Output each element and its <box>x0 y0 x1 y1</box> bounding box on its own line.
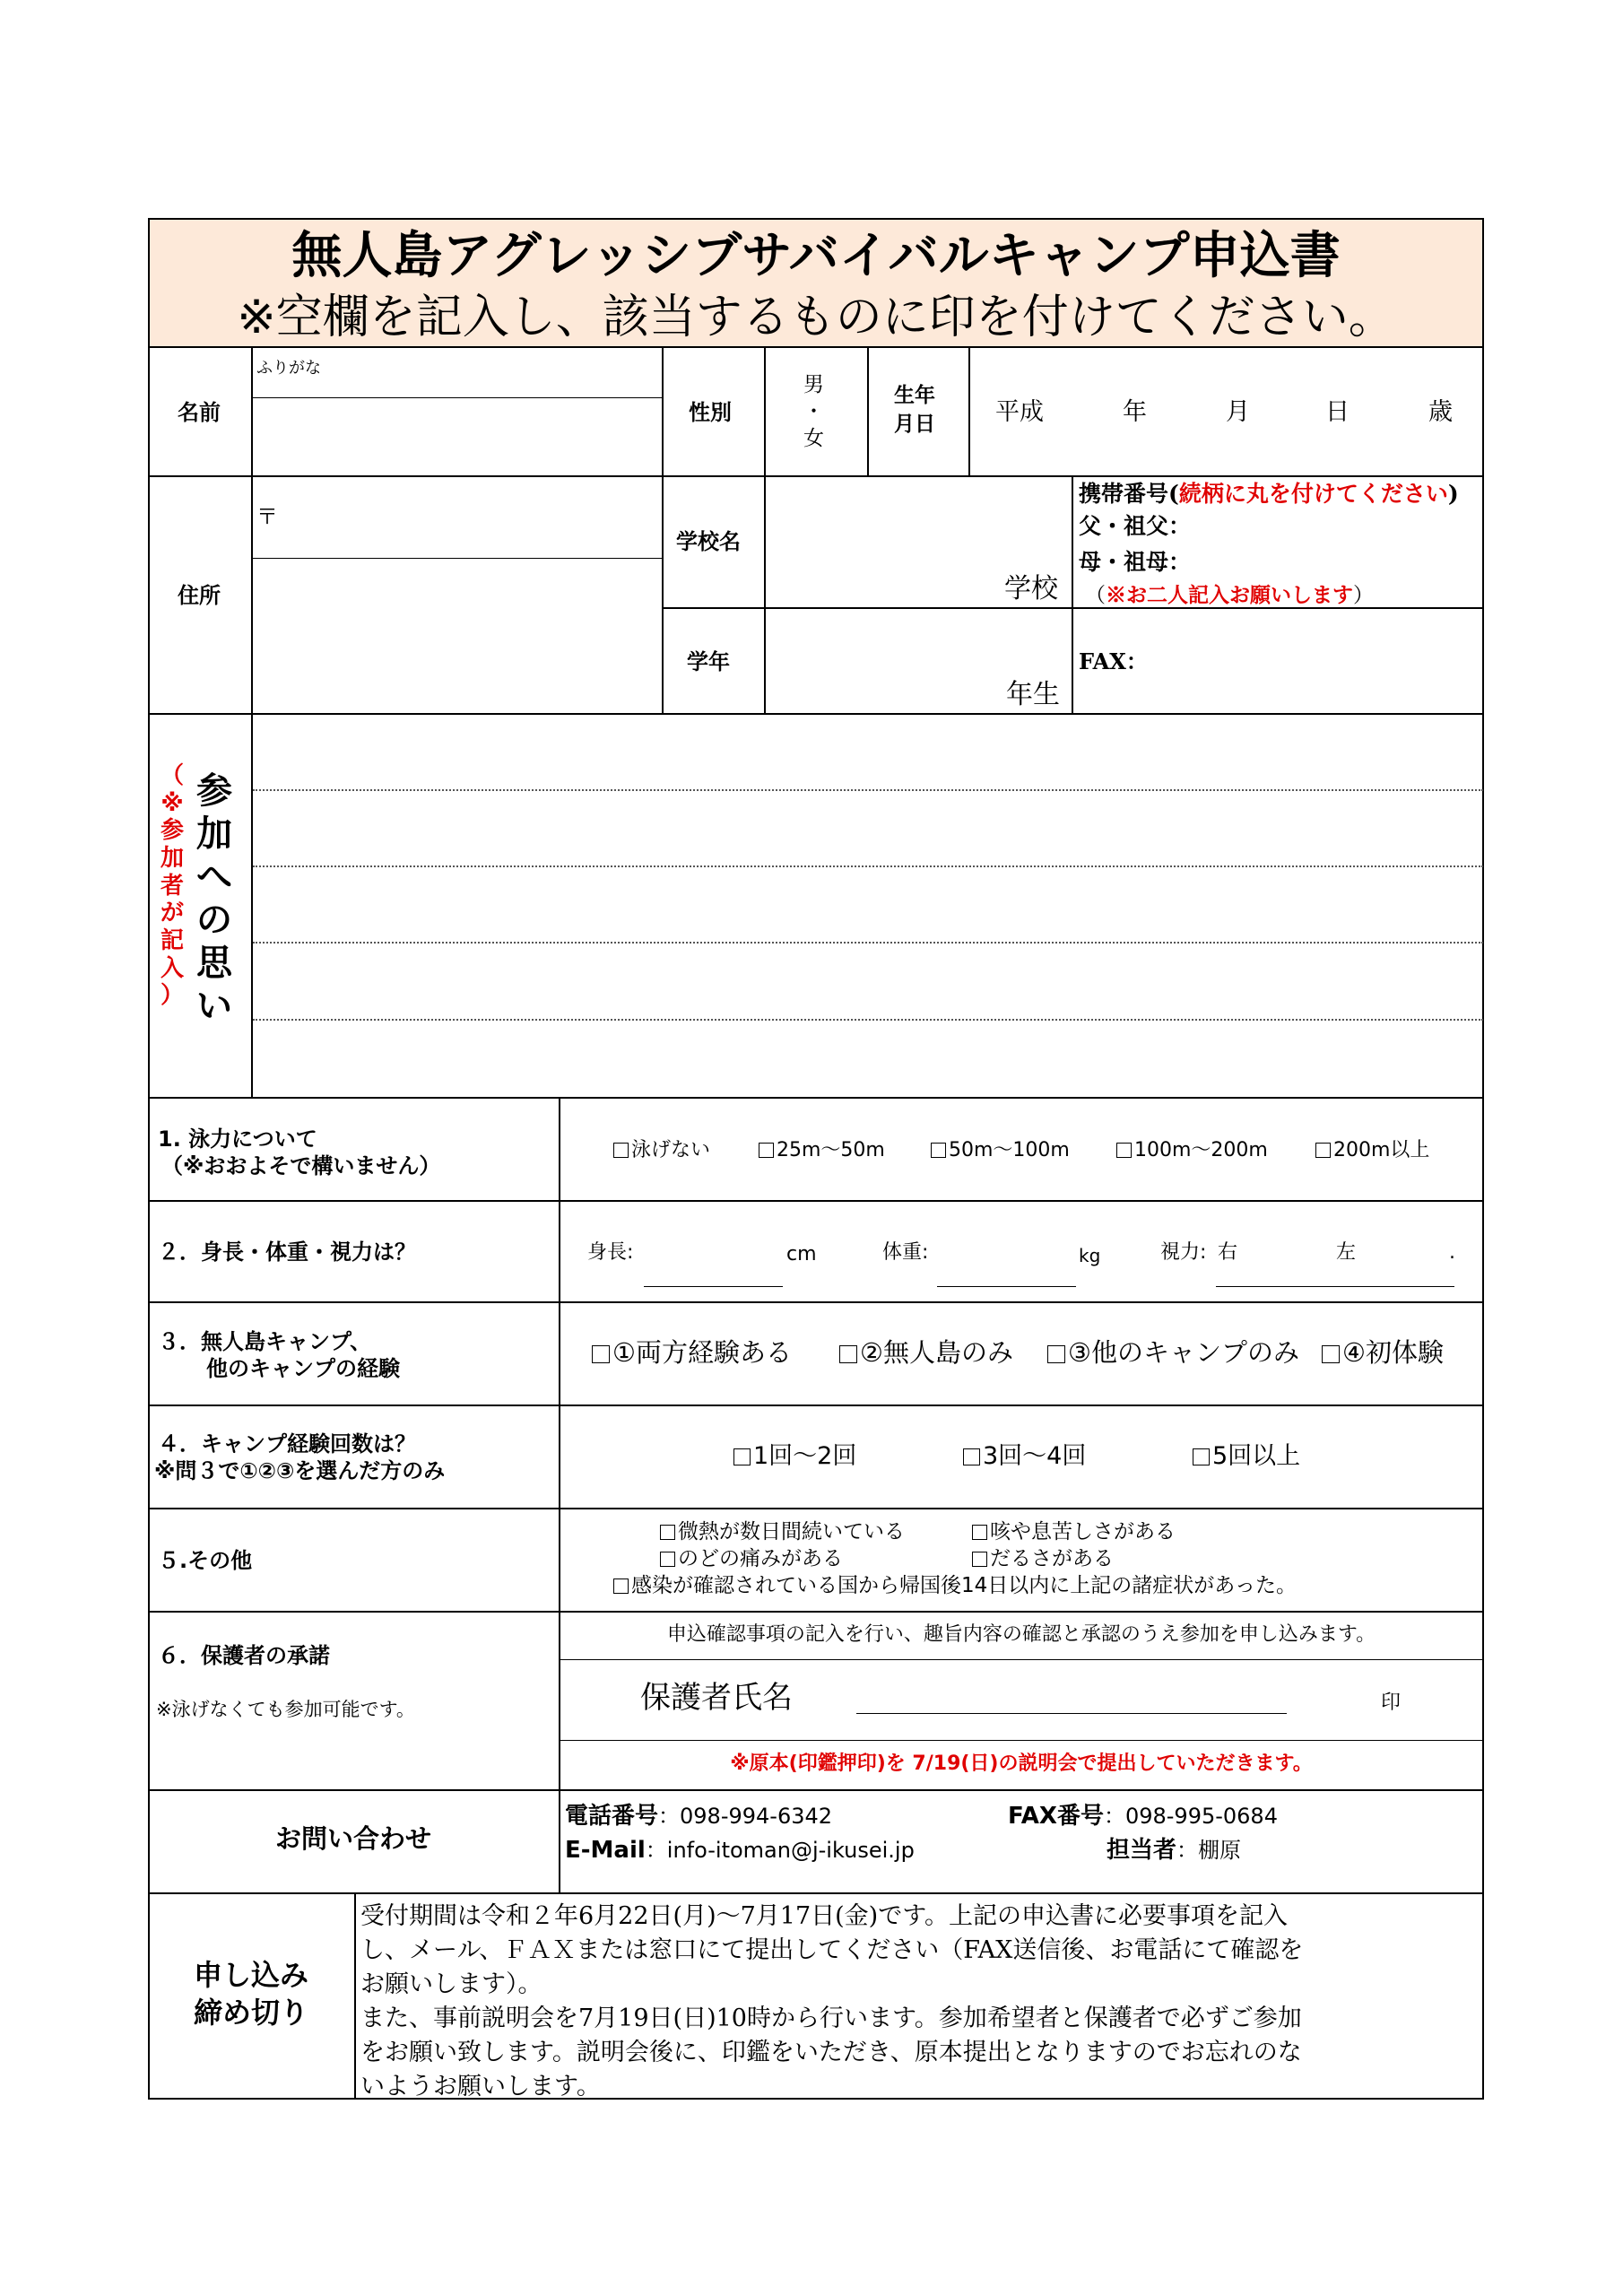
phone-label: 電話番号 <box>565 1803 659 1830</box>
q1-label-line1: 1. 泳力について <box>158 1126 317 1152</box>
participant-note-vertical <box>154 762 190 1010</box>
person-name: ：棚原 <box>1176 1838 1242 1863</box>
gender-separator: ・ <box>803 400 824 423</box>
person-label: 担当者 <box>1107 1837 1177 1864</box>
checkbox[interactable] <box>1315 1143 1331 1158</box>
month-label: 月 <box>1226 398 1250 426</box>
note-char: 記 <box>160 927 184 955</box>
deadline-line: し、メール、ＦＡＸまたは窓口にて提出してください（FAX送信後、お電話にて確認を <box>360 1936 1304 1964</box>
note-char: （ <box>160 762 184 789</box>
address-label: 住所 <box>178 583 221 608</box>
note-close: ） <box>1353 584 1374 607</box>
fax-number: ：098-995-0684 <box>1103 1804 1278 1829</box>
deadline-line: また、事前説明会を7月19日(日)10時から行います。参加希望者と保護者で必ずご参加 <box>360 2005 1302 2032</box>
relation-instruction: 続柄に丸を付けてください <box>1178 481 1448 507</box>
address-field[interactable] <box>253 560 661 712</box>
contact-label: お問い合わせ <box>274 1823 431 1854</box>
note-char: ） <box>160 982 184 1010</box>
birth-label-line1: 生年 <box>894 384 935 407</box>
q4-label-line2: ※問３で①②③を選んだ方のみ <box>154 1458 446 1483</box>
note-char: 加 <box>160 845 184 873</box>
label-char: い <box>196 986 232 1027</box>
phone-line <box>565 1805 832 1828</box>
year-label: 年 <box>1123 398 1147 426</box>
q3-option-first-time[interactable] <box>1322 1337 1444 1368</box>
note-char: ※ <box>161 789 184 817</box>
person-line <box>1107 1839 1241 1862</box>
q5-option-sore-throat[interactable] <box>660 1549 843 1570</box>
q1-option-200-plus[interactable] <box>1315 1141 1429 1161</box>
gender-female-option[interactable]: 女 <box>803 427 824 450</box>
q6-statement: 申込確認事項の記入を行い、趣旨内容の確認と承認のうえ参加を申し込みます。 <box>666 1623 1376 1646</box>
checkbox[interactable] <box>1116 1143 1132 1158</box>
q5-option-cough[interactable] <box>972 1522 1176 1543</box>
option-label: 泳げない <box>631 1139 711 1161</box>
vision-right-label: 右 <box>1218 1241 1238 1264</box>
phone-number[interactable]: ：098-994-6342 <box>658 1804 833 1829</box>
deadline-label-line2: 締め切り <box>193 1996 308 2030</box>
q4-label-line1: ４．キャンプ経験回数は？ <box>158 1431 416 1457</box>
q3-option-island-only[interactable] <box>839 1337 1013 1368</box>
vision-left-label: 左 <box>1336 1241 1357 1264</box>
checkbox[interactable] <box>660 1525 675 1540</box>
note-red-text: ※お二人記入お願いします <box>1106 583 1353 607</box>
option-label: ④初体験 <box>1342 1337 1444 1368</box>
mother-phone-label[interactable]: 母・祖母： <box>1079 549 1192 575</box>
checkbox[interactable] <box>592 1345 610 1363</box>
fax-field[interactable] <box>1139 609 1483 712</box>
form-title: 無人島アグレッシブサバイバルキャンプ申込書 <box>291 227 1341 285</box>
weight-unit: kg <box>1079 1245 1101 1266</box>
q6-label: ６．保護者の承諾 <box>158 1643 330 1668</box>
q5-option-fatigue[interactable] <box>972 1549 1114 1570</box>
school-suffix: 学校 <box>1004 573 1058 604</box>
era-label: 平成 <box>995 398 1044 426</box>
option-label: ①両方経験ある <box>612 1337 792 1368</box>
checkbox[interactable] <box>972 1525 987 1540</box>
deadline-line: 受付期間は令和２年6月22日(月)～7月17日(金)です。上記の申込書に必要事項を記入 <box>360 1902 1289 1930</box>
q1-label-line2: （※おおよそで構いません） <box>161 1153 441 1178</box>
option-label: 25m～50m <box>777 1139 885 1161</box>
q5-option-travel[interactable] <box>613 1576 1297 1596</box>
note-open: （ <box>1085 584 1106 607</box>
checkbox[interactable] <box>972 1552 987 1567</box>
name-label: 名前 <box>178 400 221 425</box>
thoughts-textarea[interactable] <box>253 715 1483 1096</box>
checkbox[interactable] <box>931 1143 946 1158</box>
q4-option-3-4[interactable] <box>963 1444 1086 1468</box>
option-label: のどの痛みがある <box>678 1547 843 1570</box>
q4-option-5-plus[interactable] <box>1193 1444 1300 1468</box>
checkbox[interactable] <box>660 1552 675 1567</box>
guardian-name-label: 保護者氏名 <box>640 1680 793 1716</box>
option-label: 微熱が数日間続いている <box>678 1520 905 1544</box>
height-unit: cm <box>786 1243 817 1265</box>
option-label: 200m以上 <box>1333 1139 1430 1161</box>
father-phone-label[interactable]: 父・祖父： <box>1079 513 1192 539</box>
option-label: 3回～4回 <box>983 1442 1087 1470</box>
note-char: 入 <box>160 954 184 982</box>
fax-number-line <box>1008 1805 1278 1828</box>
option-label: ③他のキャンプのみ <box>1068 1337 1299 1368</box>
furigana-field[interactable] <box>253 348 661 396</box>
mobile-title-text: 携帯番号( <box>1079 481 1179 507</box>
form-subtitle: ※空欄を記入し、該当するものに印を付けてください。 <box>237 291 1395 344</box>
q1-option-50-100[interactable] <box>931 1141 1070 1161</box>
q2-label: ２．身長・体重・視力は？ <box>158 1239 416 1265</box>
q3-label-line1: ３．無人島キャンプ、 <box>158 1329 372 1354</box>
school-name-field[interactable] <box>766 477 990 606</box>
height-input-line[interactable] <box>644 1265 783 1287</box>
option-label: だるさがある <box>990 1547 1114 1570</box>
vision-label: 視力: <box>1160 1241 1207 1264</box>
vision-end: . <box>1449 1241 1455 1264</box>
fax-number-label: FAX番号 <box>1008 1803 1104 1830</box>
q1-option-25-50[interactable] <box>759 1141 885 1161</box>
grade-field[interactable] <box>766 609 990 712</box>
email-label: E-Mail <box>565 1837 646 1864</box>
both-parents-note <box>1085 585 1374 606</box>
option-label: 5回以上 <box>1212 1442 1301 1470</box>
fax-label: FAX： <box>1079 648 1148 674</box>
furigana-label: ふりがな <box>256 359 321 378</box>
gender-label: 性別 <box>689 400 732 425</box>
postal-mark: 〒 <box>256 504 278 529</box>
name-field[interactable] <box>253 399 661 474</box>
note-char: が <box>160 900 184 927</box>
email-address[interactable]: ：info-itoman@j-ikusei.jp <box>645 1838 915 1863</box>
checkbox[interactable] <box>1193 1448 1210 1465</box>
checkbox[interactable] <box>613 1143 629 1158</box>
q4-option-1-2[interactable] <box>733 1444 856 1468</box>
option-label: 咳や息苦しさがある <box>990 1520 1176 1544</box>
weight-input-line[interactable] <box>937 1265 1076 1287</box>
birth-label-line2: 月日 <box>894 413 935 436</box>
checkbox[interactable] <box>839 1345 857 1363</box>
label-char: へ <box>196 857 232 898</box>
seal-label: 印 <box>1381 1692 1402 1714</box>
q6-note: ※泳げなくても参加可能です。 <box>156 1699 415 1720</box>
option-label: 感染が確認されている国から帰国後14日以内に上記の諸症状があった。 <box>631 1574 1298 1597</box>
option-label: 50m～100m <box>949 1139 1070 1161</box>
option-label: 1回～2回 <box>753 1442 857 1470</box>
deadline-line: いようお願いします。 <box>360 2073 601 2100</box>
q1-option-cant-swim[interactable] <box>613 1141 710 1161</box>
option-label: ②無人島のみ <box>860 1337 1013 1368</box>
checkbox[interactable] <box>1322 1345 1340 1363</box>
gender-male-option[interactable]: 男 <box>803 373 824 396</box>
label-char: 参 <box>196 770 232 812</box>
vision-input-line[interactable] <box>1216 1265 1454 1287</box>
age-label: 歳 <box>1428 398 1453 426</box>
checkbox[interactable] <box>1047 1345 1065 1363</box>
mobile-number-title <box>1079 483 1459 505</box>
deadline-label-line1: 申し込み <box>193 1958 308 1992</box>
grade-label: 学年 <box>687 649 730 674</box>
label-char: 思 <box>196 943 232 984</box>
q3-label-line2: 他のキャンプの経験 <box>206 1356 400 1381</box>
height-label: 身長: <box>587 1241 634 1264</box>
day-label: 日 <box>1325 398 1350 426</box>
thoughts-label-vertical <box>192 770 237 1028</box>
label-char: の <box>196 900 232 941</box>
checkbox[interactable] <box>963 1448 980 1465</box>
q3-option-both[interactable] <box>592 1337 792 1368</box>
deadline-line: お願いします）。 <box>360 1970 542 1998</box>
note-char: 参 <box>160 817 184 845</box>
deadline-text <box>360 1900 1481 2104</box>
checkbox[interactable] <box>733 1448 751 1465</box>
label-char: 加 <box>196 813 232 855</box>
checkbox[interactable] <box>613 1578 629 1594</box>
weight-label: 体重: <box>882 1241 929 1264</box>
q5-option-fever[interactable] <box>660 1522 905 1543</box>
postal-code-field[interactable] <box>280 477 661 556</box>
deadline-line: をお願い致します。説明会後に、印鑑をいただき、原本提出となりますのでお忘れのな <box>360 2039 1302 2066</box>
grade-suffix: 年生 <box>1006 679 1060 710</box>
checkbox[interactable] <box>759 1143 774 1158</box>
mobile-title-close: ) <box>1447 481 1459 507</box>
email-line <box>565 1839 915 1862</box>
guardian-name-input[interactable] <box>856 1683 1287 1714</box>
original-submission-note: ※原本(印鑑押印)を 7/19(日)の説明会で提出していただきます。 <box>730 1752 1313 1775</box>
q5-label: ５.その他 <box>158 1548 253 1573</box>
q1-option-100-200[interactable] <box>1116 1141 1268 1161</box>
school-name-label: 学校名 <box>676 529 741 554</box>
option-label: 100m～200m <box>1134 1139 1268 1161</box>
q3-option-other-only[interactable] <box>1047 1337 1299 1368</box>
note-char: 者 <box>160 872 184 900</box>
